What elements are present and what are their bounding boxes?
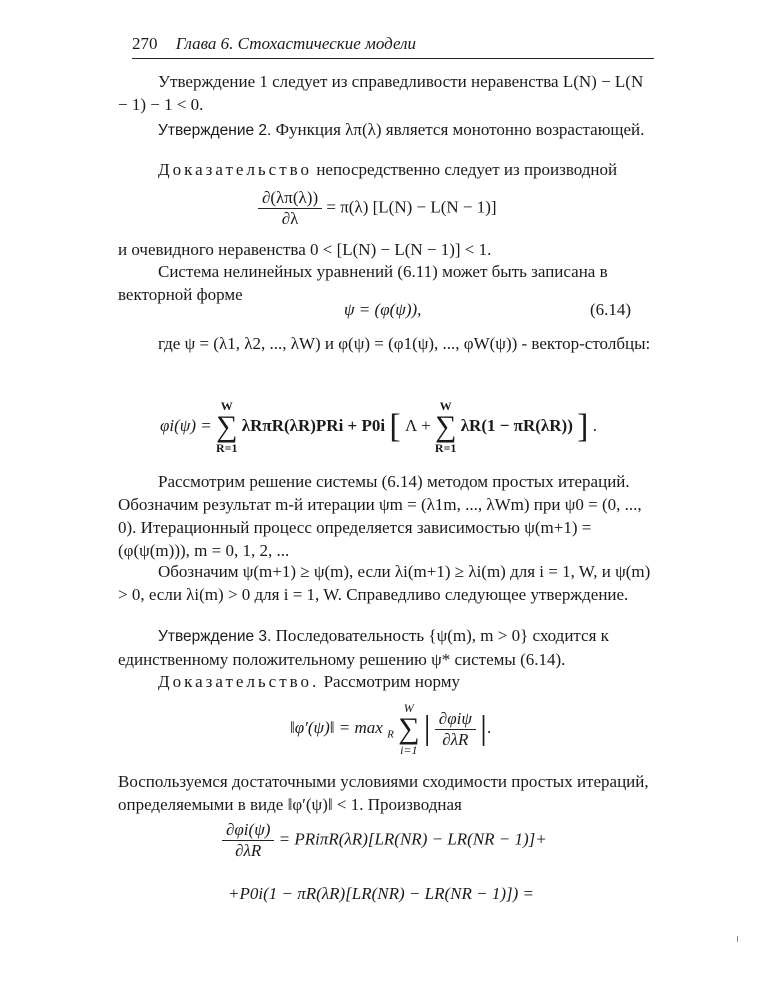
eq3-sum-2-top: W xyxy=(439,399,452,413)
eq3-end: . xyxy=(592,415,597,435)
proof-1-label: Доказательство xyxy=(158,160,313,179)
eq5-numerator: ∂φi(ψ) xyxy=(222,820,274,841)
eq3-lhs: φi(ψ) = xyxy=(160,415,212,435)
eq1-numerator: ∂(λπ(λ)) xyxy=(258,188,322,209)
proof-1-text: непосредственно следует из производной xyxy=(316,160,618,179)
header-rule xyxy=(132,58,654,59)
equation-partial xyxy=(222,820,547,861)
paragraph-8: Обозначим ψ(m+1) ≥ ψ(m), если λi(m+1) ≥ λi(m) для i = 1, W, и ψ(m) > 0, если λi(m) > 0 для i = 1, W. Справедливо следующее утверждение. xyxy=(118,562,651,604)
running-header xyxy=(132,34,652,54)
eq3-sum-2-sigma: ∑ xyxy=(434,410,457,443)
scan-mark xyxy=(737,936,738,942)
equation-number-6-14: (6.14) xyxy=(590,300,632,319)
eq3-sum-1 xyxy=(216,400,238,454)
eq5-fraction xyxy=(222,820,274,861)
eq3-sum-1-bottom: R=1 xyxy=(215,441,238,455)
eq4-sum xyxy=(398,702,419,756)
chapter-title: Глава 6. Стохастические модели xyxy=(175,34,416,53)
equation-continuation: +P0i(1 − πR(λR)[LR(NR) − LR(NR − 1)]) = xyxy=(228,884,535,903)
statement-3-label: Утверждение 3. xyxy=(158,628,272,645)
eq4-numerator: ∂φiψ xyxy=(435,709,476,730)
eq3-bracket-start: Λ + xyxy=(404,415,431,435)
proof-2 xyxy=(118,670,654,693)
eq3-term-2: λR(1 − πR(λR)) xyxy=(460,415,573,435)
eq1-rhs: = π(λ) [L(N) − L(N − 1)] xyxy=(326,197,497,217)
proof-1 xyxy=(118,158,654,181)
equation-phi xyxy=(160,400,597,454)
eq3-left-bracket: [ xyxy=(389,408,401,445)
eq5-denominator: ∂λR xyxy=(235,841,262,860)
equation-derivative xyxy=(258,188,497,229)
eq3-right-bracket: ] xyxy=(577,408,589,445)
eq4-max-sub: R xyxy=(387,728,394,741)
statement-2-text: Функция λπ(λ) является монотонно возрастающей. xyxy=(275,120,645,139)
eq3-sum-1-top: W xyxy=(220,399,233,413)
paragraph-1: Утверждение 1 следует из справедливости неравенства L(N) − L(N − 1) − 1 < 0. xyxy=(118,72,644,114)
paragraph-6: где ψ = (λ1, λ2, ..., λW) и φ(ψ) = (φ1(ψ), ..., φW(ψ)) - вектор-столбцы: xyxy=(158,334,651,353)
paragraph-5: Система нелинейных уравнений (6.11) может быть записана в векторной форме xyxy=(118,262,608,304)
eq3-sum-1-sigma: ∑ xyxy=(216,410,238,443)
eq4-abs-right: | xyxy=(480,710,487,747)
proof-2-text: Рассмотрим норму xyxy=(323,672,461,691)
proof-2-label: Доказательство. xyxy=(158,672,320,691)
statement-3 xyxy=(118,624,654,671)
eq4-sum-sigma: ∑ xyxy=(398,712,420,745)
paragraph-11: Воспользуемся достаточными условиями сходимости простых итераций, определяемыми в виде ‖φ′(ψ)‖ < 1. Производная xyxy=(118,772,649,814)
statement-2 xyxy=(118,118,654,142)
eq1-denominator: ∂λ xyxy=(281,209,299,228)
eq3-sum-2-bottom: R=1 xyxy=(434,441,457,455)
paragraph-7: Рассмотрим решение системы (6.14) методом простых итераций. Обозначим результат m-й итерации ψm = (λ1m, ..., λWm) при ψ0 = (0, ..., 0). Итерационный процесс определяется зависимостью ψ(m+1) = (φ(ψ(m))), m = 0, 1, 2, ... xyxy=(118,472,642,560)
statement-3-text: Последовательность {ψ(m), m > 0} сходится к единственному положительному решению ψ* системы (6.14). xyxy=(118,626,609,669)
paragraph-4: и очевидного неравенства 0 < [L(N) − L(N − 1)] < 1. xyxy=(118,240,492,259)
eq3-sum-2 xyxy=(435,400,457,454)
equation-norm: ‖φ′(ψ)‖ = max $_R$ W ∑ i=1 | $\frac{\text{∂φiψ}}{\partial\lambda R}$ |. xyxy=(290,701,492,757)
eq4-denominator: ∂λR xyxy=(442,729,469,749)
statement-2-label: Утверждение 2. xyxy=(158,122,272,139)
eq4-lhs: ‖φ′(ψ)‖ = max xyxy=(290,717,383,737)
page-number: 270 xyxy=(132,34,158,53)
eq4-abs-left: | xyxy=(423,710,431,747)
eq4-sum-bottom: i=1 xyxy=(400,743,418,757)
eq5-rhs: = PRiπR(λR)[LR(NR) − LR(NR − 1)]+ xyxy=(278,829,547,849)
equation-6-14: ψ = (φ(ψ)), xyxy=(344,300,422,319)
eq1-fraction xyxy=(258,188,322,229)
eq4-sum-top: W xyxy=(403,701,414,715)
eq3-term-1: λRπR(λR)PRi + P0i xyxy=(241,415,386,435)
eq4-fraction xyxy=(435,709,476,750)
